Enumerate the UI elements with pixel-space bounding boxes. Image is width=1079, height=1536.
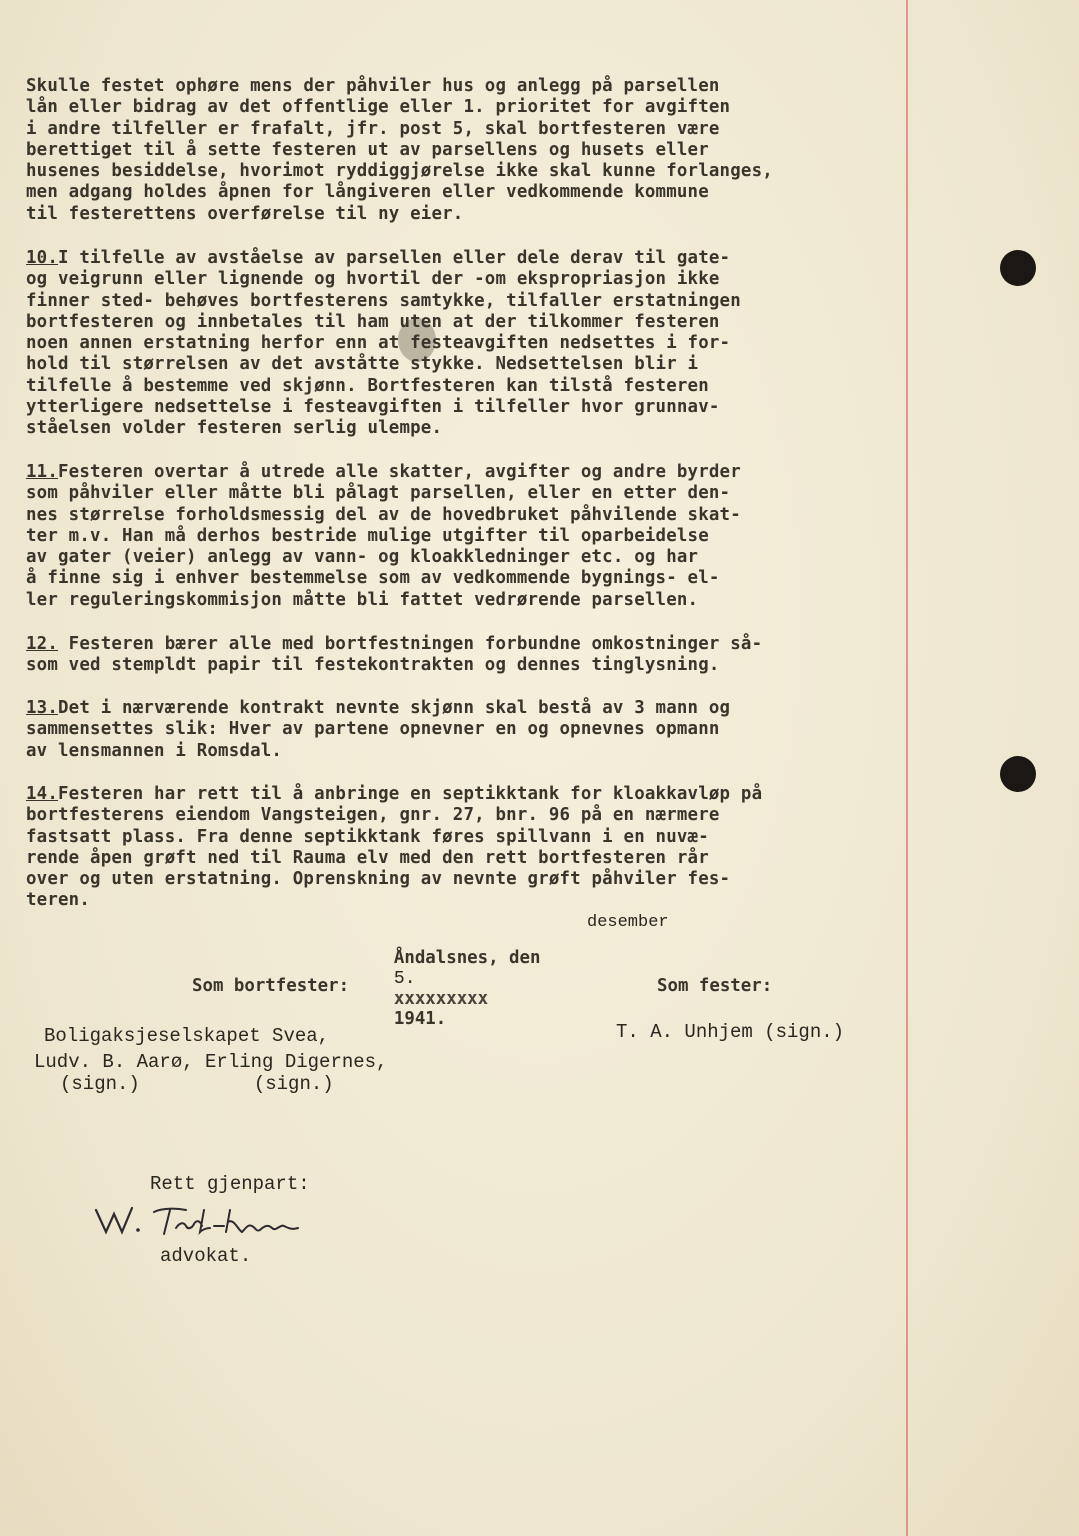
paragraph-10 [26, 248, 741, 440]
date-place: Åndalsnes, den [393, 948, 541, 968]
line-text: til festerettens overførelse til ny eier. [26, 203, 464, 224]
text-line [26, 655, 762, 676]
paragraph-12 [26, 634, 762, 677]
text-line [26, 784, 762, 805]
line-text: Festeren bærer alle med bortfestningen forbundne omkostninger så- [58, 634, 763, 654]
lessee-name: T. A. Unhjem (sign.) [616, 1021, 845, 1043]
lessor-names: Ludv. B. Aarø, Erling Digernes, [34, 1051, 388, 1073]
line-text: ler reguleringskommisjon måtte bli fattet vedrørende parsellen. [26, 589, 699, 610]
text-line [26, 827, 762, 848]
paragraph-number: 11. [26, 462, 59, 482]
text-line [26, 119, 773, 140]
line-text: sammensettes slik: Hver av partene opnevner en og opnevnes opmann [26, 719, 720, 740]
text-line [26, 204, 773, 225]
line-text: tilfelle å bestemme ved skjønn. Bortfesteren kan tilstå festeren [26, 375, 709, 396]
text-line [26, 161, 773, 182]
text-line [26, 462, 741, 483]
certification-title: advokat. [160, 1245, 252, 1267]
text-line [26, 483, 741, 504]
text-line [26, 547, 741, 568]
line-text: Festeren overtar å utrede alle skatter, avgifter og andre byrder [58, 462, 741, 482]
text-line [26, 97, 773, 118]
line-text: og veigrunn eller lignende og hvortil der -om ekspropriasjon ikke [26, 269, 720, 290]
paragraph-number: 12. [26, 634, 59, 654]
lessee-role: Som fester: [657, 976, 773, 996]
lessor-company: Boligaksjeselskapet Svea, [44, 1025, 330, 1047]
text-line [26, 568, 741, 589]
line-text: noen annen erstatning herfor enn at festeavgiften nedsettes i for- [26, 333, 731, 354]
line-text: Festeren har rett til å anbringe en septikktank for kloakkavløp på [58, 784, 763, 804]
date-year: 1941. [393, 1009, 447, 1029]
line-text: å finne sig i enhver bestemmelse som av vedkommende bygnings- el- [26, 568, 720, 589]
paragraph-11 [26, 462, 741, 611]
text-line [26, 269, 741, 290]
date-day: 5. [393, 969, 416, 989]
handwritten-signature [92, 1200, 322, 1248]
date-struck-month: xxxxxxxxx [393, 989, 489, 1009]
date-line [352, 928, 540, 1049]
line-text: husenes besiddelse, hvorimot ryddiggjørelse ikke skal kunne forlanges, [26, 161, 773, 182]
line-text: ter m.v. Han må derhos bestride mulige utgifter til oparbeidelse [26, 525, 709, 546]
text-line [26, 182, 773, 203]
text-line [26, 505, 741, 526]
text-line [26, 805, 762, 826]
line-text: over og uten erstatning. Oprenskning av nevnte grøft påhviler fes- [26, 869, 731, 890]
line-text: bortfesterens eiendom Vangsteigen, gnr. 27, bnr. 96 på en nærmere [26, 805, 720, 826]
line-text: ytterligere nedsettelse i festeavgiften i tilfeller hvor grunnav- [26, 397, 720, 418]
paragraph-13 [26, 698, 730, 762]
line-text: berettiget til å sette festeren ut av parsellens og husets eller [26, 139, 709, 160]
paragraph-number: 13. [26, 698, 59, 718]
binder-hole-top [1000, 250, 1036, 286]
line-text: teren. [26, 890, 91, 911]
lessor-role: Som bortfester: [192, 976, 350, 996]
line-text: som ved stempldt papir til festekontrakten og dennes tinglysning. [26, 655, 720, 676]
text-line [26, 869, 762, 890]
text-line [26, 590, 741, 611]
date-month-handtyped: desember [587, 913, 669, 932]
line-text: fastsatt plass. Fra denne septikktank føres spillvann i en nuvæ- [26, 826, 709, 847]
text-line [26, 741, 730, 762]
line-text: Det i nærværende kontrakt nevnte skjønn skal bestå av 3 mann og [58, 698, 731, 718]
paragraph-number: 14. [26, 784, 59, 804]
line-text: ståelsen volder festeren serlig ulempe. [26, 418, 443, 439]
text-line [26, 719, 730, 740]
text-line [26, 291, 741, 312]
certification-label: Rett gjenpart: [150, 1173, 310, 1195]
text-line [26, 76, 773, 97]
text-line [26, 890, 762, 911]
line-text: I tilfelle av avståelse av parsellen eller dele derav til gate- [58, 248, 731, 268]
paragraph-number: 10. [26, 248, 59, 268]
text-line [26, 848, 762, 869]
text-line [26, 526, 741, 547]
line-text: finner sted- behøves bortfesterens samtykke, tilfaller erstatningen [26, 290, 741, 311]
margin-rule [906, 0, 908, 1536]
line-text: bortfesteren og innbetales til ham uten at der tilkommer festeren [26, 311, 720, 332]
paragraph-14 [26, 784, 762, 912]
text-line [26, 140, 773, 161]
text-line [26, 248, 741, 269]
binder-hole-bottom [1000, 756, 1036, 792]
text-line [26, 634, 762, 655]
line-text: i andre tilfeller er frafalt, jfr. post 5, skal bortfesteren være [26, 118, 720, 139]
paragraph-9-continuation [26, 76, 773, 225]
text-line [26, 418, 741, 439]
text-line [26, 333, 741, 354]
text-line [26, 312, 741, 333]
line-text: men adgang holdes åpnen for långiveren eller vedkommende kommune [26, 182, 709, 203]
text-line [26, 698, 730, 719]
line-text: av lensmannen i Romsdal. [26, 740, 283, 761]
text-line [26, 397, 741, 418]
line-text: rende åpen grøft ned til Rauma elv med den rett bortfesteren rår [26, 847, 709, 868]
lessor-sign-marks: (sign.) (sign.) [60, 1073, 334, 1095]
line-text: hold til størrelsen av det avståtte stykke. Nedsettelsen blir i [26, 354, 699, 375]
line-text: som påhviler eller måtte bli pålagt parsellen, eller en etter den- [26, 483, 731, 504]
line-text: Skulle festet ophøre mens der påhviler hus og anlegg på parsellen [26, 76, 720, 96]
text-line [26, 354, 741, 375]
line-text: nes størrelse forholdsmessig del av de hovedbruket påhvilende skat- [26, 504, 741, 525]
text-line [26, 376, 741, 397]
line-text: lån eller bidrag av det offentlige eller 1. prioritet for avgiften [26, 97, 731, 118]
line-text: av gater (veier) anlegg av vann- og kloakkledninger etc. og har [26, 547, 699, 568]
